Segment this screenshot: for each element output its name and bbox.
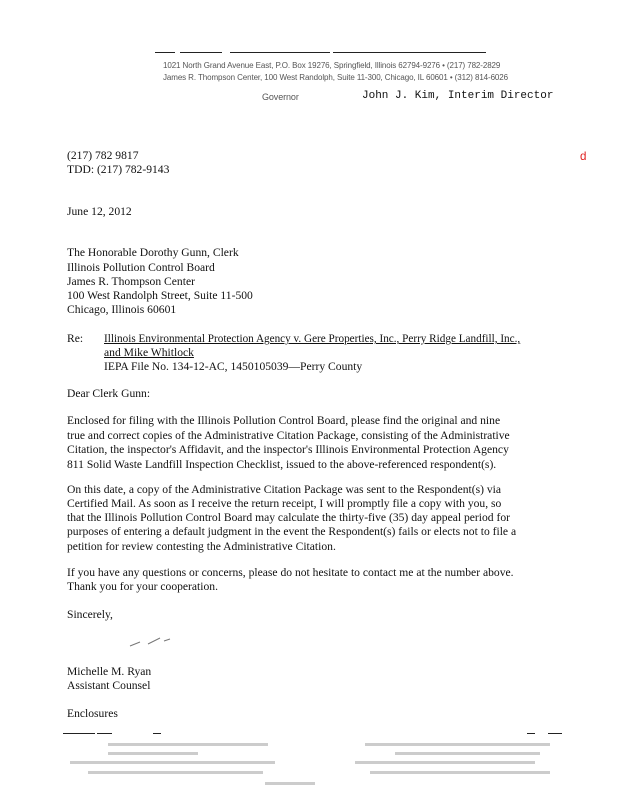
footer-rule	[97, 733, 112, 734]
letterhead-rule	[230, 52, 330, 53]
letterhead-rule	[180, 52, 222, 53]
footer-rule	[548, 733, 562, 734]
letterhead-address-chicago: James R. Thompson Center, 100 West Randolph, Suite 11-300, Chicago, IL 60601 • (312) 814-6026	[163, 73, 508, 82]
footer-text	[265, 782, 315, 785]
case-title-cont: and Mike Whitlock	[104, 346, 194, 359]
closing: Sincerely,	[67, 608, 113, 621]
body-line: that the Illinois Pollution Control Board may calculate the thirty-five (35) day appeal period for	[67, 511, 511, 524]
body-line: If you have any questions or concerns, please do not hesitate to contact me at the number above.	[67, 566, 514, 579]
signature-mark	[120, 632, 180, 652]
letterhead-rule	[155, 52, 175, 53]
footer-text	[365, 743, 550, 746]
recipient-line: 100 West Randolph Street, Suite 11-500	[67, 289, 253, 302]
phone: (217) 782 9817	[67, 149, 139, 162]
body-line: On this date, a copy of the Administrative Citation Package was sent to the Respondent(s) via	[67, 483, 502, 496]
recipient-line: Illinois Pollution Control Board	[67, 261, 215, 274]
body-line: 811 Solid Waste Landfill Inspection Checklist, issued to the above-referenced respondent(s).	[67, 458, 497, 471]
letterhead-address-springfield: 1021 North Grand Avenue East, P.O. Box 19276, Springfield, Illinois 62794-9276 • (217) 782-2829	[163, 61, 501, 70]
body-line: Enclosed for filing with the Illinois Pollution Control Board, please find the original and nine	[67, 414, 501, 427]
letterhead-rule	[333, 52, 486, 53]
recipient-line: The Honorable Dorothy Gunn, Clerk	[67, 246, 239, 259]
signer-title: Assistant Counsel	[67, 679, 151, 692]
letter-date: June 12, 2012	[67, 205, 132, 218]
footer-text	[108, 743, 268, 746]
salutation: Dear Clerk Gunn:	[67, 387, 151, 400]
body-line: purposes of entering a default judgment in the event the Respondent(s) fails or elects not to file a	[67, 525, 517, 538]
tdd: TDD: (217) 782-9143	[67, 163, 170, 176]
footer-text	[395, 752, 540, 755]
re-label: Re:	[67, 332, 84, 345]
body-line: Citation, the inspector's Affidavit, and the inspector's Illinois Environmental Protection Agency	[67, 443, 509, 456]
case-title: Illinois Environmental Protection Agency v. Gere Properties, Inc., Perry Ridge Landfill, Inc.,	[104, 333, 521, 345]
body-line: Certified Mail. As soon as I receive the return receipt, I will promptly file a copy with you, so	[67, 497, 502, 510]
body-line: true and correct copies of the Administrative Citation Package, consisting of the Administrative	[67, 429, 510, 442]
governor-label: Governor	[262, 92, 299, 102]
file-number: IEPA File No. 134-12-AC, 1450105039—Perry County	[104, 360, 363, 373]
enclosures: Enclosures	[67, 707, 118, 720]
director-name: John J. Kim, Interim Director	[362, 90, 554, 102]
footer-text	[370, 771, 550, 774]
recipient-line: Chicago, Illinois 60601	[67, 303, 177, 316]
footer-text	[108, 752, 198, 755]
footer-rule	[153, 733, 161, 734]
recipient-line: James R. Thompson Center	[67, 275, 195, 288]
footer-text	[355, 761, 535, 764]
footer-rule	[527, 733, 535, 734]
signer-name: Michelle M. Ryan	[67, 665, 152, 678]
margin-mark: d	[580, 150, 587, 163]
footer-text	[88, 771, 263, 774]
body-line: Thank you for your cooperation.	[67, 580, 218, 593]
footer-rule	[63, 733, 95, 734]
body-line: petition for review contesting the Administrative Citation.	[67, 540, 336, 553]
footer-text	[70, 761, 275, 764]
